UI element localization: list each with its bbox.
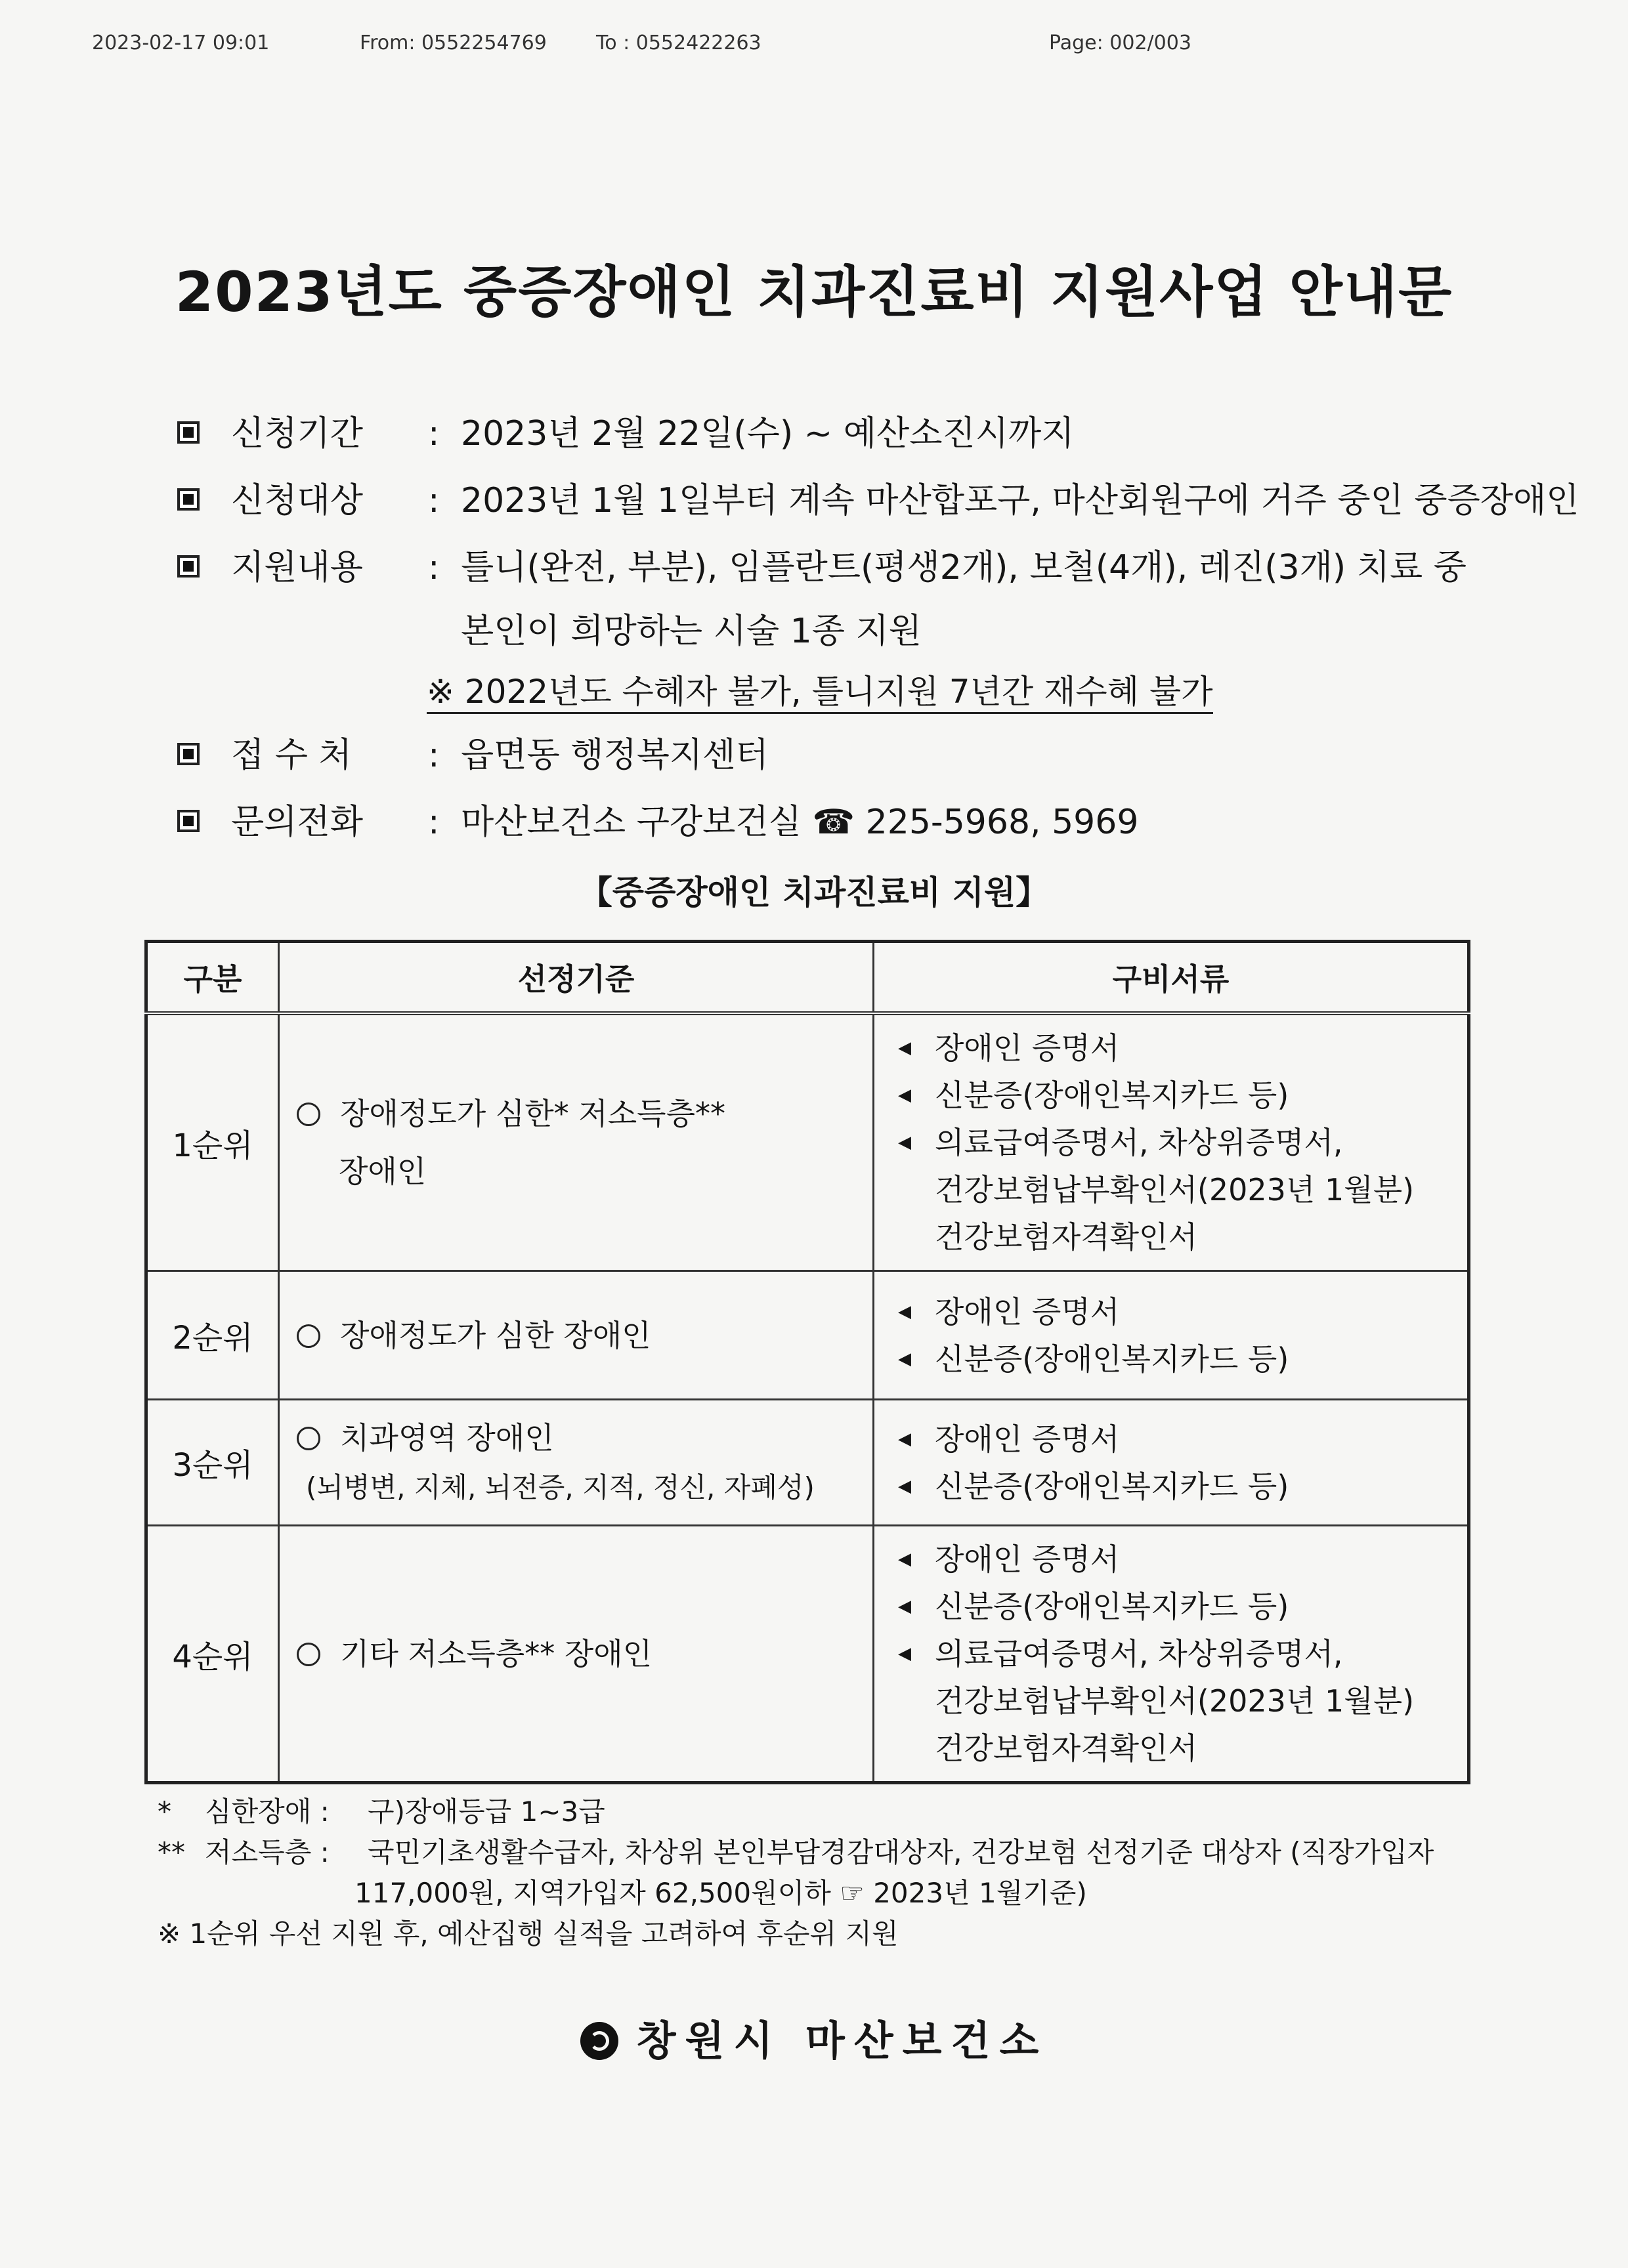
footnote-mark: * (158, 1796, 171, 1828)
doc-item-continuation: 건강보험자격확인서 (935, 1219, 1197, 1255)
doc-item (894, 1119, 1467, 1166)
rank-cell: 4순위 (146, 1526, 279, 1783)
info-label: 문의전화 (231, 803, 363, 842)
docs-cell (874, 1400, 1469, 1526)
doc-text: 신분증(장애인복지카드 등) (935, 1589, 1289, 1624)
rank-cell: 2순위 (146, 1271, 279, 1400)
left-triangle-icon: ◀ (898, 1038, 911, 1058)
criteria-line (297, 1307, 872, 1364)
info-separator: : (428, 736, 440, 775)
rank-cell: 3순위 (146, 1400, 279, 1526)
left-triangle-icon: ◀ (898, 1349, 911, 1369)
info-value: 2023년 1월 1일부터 계속 마산합포구, 마산회원구에 거주 중인 중증장애인 (461, 481, 1579, 520)
footnotes (158, 1792, 1484, 1954)
table-title: 【중증장애인 치과진료비 지원】 (579, 873, 1049, 912)
docs-cell (874, 1526, 1469, 1783)
criteria-cell (279, 1013, 874, 1271)
fax-datetime: 2023-02-17 09:01 (92, 32, 270, 54)
fax-from: From: 0552254769 (360, 32, 547, 54)
footnote-label: 저소득층 : (205, 1836, 330, 1868)
table-row (146, 1526, 1469, 1783)
info-item-reception (177, 722, 1490, 789)
document-title: 2023년도 중증장애인 치과진료비 지원사업 안내문 (175, 260, 1453, 324)
left-triangle-icon: ◀ (898, 1085, 911, 1105)
info-item-content (177, 534, 1490, 601)
info-label: 접 수 처 (231, 736, 352, 775)
doc-text: 의료급여증명서, 차상위증명서, (935, 1125, 1343, 1160)
info-label: 신청기간 (231, 414, 363, 453)
footnote-low-income (158, 1832, 1484, 1873)
info-value: 읍면동 행정복지센터 (461, 736, 769, 775)
info-value: 2023년 2월 22일(수) ~ 예산소진시까지 (461, 414, 1075, 453)
footnote-text: 국민기초생활수급자, 차상위 본인부담경감대상자, 건강보험 선정기준 대상자 (직장가입자 (368, 1836, 1434, 1868)
doc-item (894, 1583, 1467, 1630)
issuer-name: 창원시 마산보건소 (636, 2017, 1048, 2065)
doc-text: 신분증(장애인복지카드 등) (935, 1468, 1289, 1504)
filled-square-icon (177, 488, 200, 511)
header-rank: 구분 (146, 942, 279, 1014)
filled-square-icon (177, 810, 200, 832)
footnote-mark: ** (158, 1836, 185, 1868)
footnote-severe (158, 1792, 1484, 1832)
criteria-text: 치과영역 장애인 (340, 1419, 554, 1456)
info-value: 마산보건소 구강보건실 ☎ 225-5968, 5969 (461, 803, 1139, 842)
header-criteria: 선정기준 (279, 942, 874, 1014)
header-docs: 구비서류 (874, 942, 1469, 1014)
doc-text: 장애인 증명서 (935, 1293, 1120, 1330)
left-triangle-icon: ◀ (898, 1301, 911, 1322)
doc-text: 의료급여증명서, 차상위증명서, (935, 1636, 1343, 1671)
doc-item (894, 1463, 1467, 1510)
footnote-text: 구)장애등급 1~3급 (368, 1796, 605, 1828)
criteria-line (297, 1625, 872, 1683)
fax-page: Page: 002/003 (1049, 32, 1191, 54)
circle-icon (297, 1324, 320, 1348)
left-triangle-icon: ◀ (898, 1644, 911, 1664)
criteria-table (144, 940, 1470, 1784)
doc-text: 신분증(장애인복지카드 등) (935, 1341, 1289, 1377)
circle-icon (297, 1102, 320, 1126)
info-separator: : (428, 548, 440, 587)
doc-text: 장애인 증명서 (935, 1542, 1120, 1577)
doc-item (894, 1072, 1467, 1119)
criteria-continuation: 장애인 (339, 1154, 427, 1189)
footnote-priority (158, 1914, 1484, 1954)
info-item-phone (177, 789, 1490, 856)
doc-text: 장애인 증명서 (935, 1030, 1120, 1066)
info-separator: : (428, 414, 440, 453)
criteria-cell (279, 1400, 874, 1526)
footnote-continuation: 117,000원, 지역가입자 62,500원이하 ☞ 2023년 1월기준) (354, 1877, 1087, 1909)
footnote-text: ※ 1순위 우선 지원 후, 예산집행 실적을 고려하여 후순위 지원 (158, 1918, 899, 1950)
left-triangle-icon: ◀ (898, 1549, 911, 1569)
doc-item-continuation: 건강보험납부확인서(2023년 1월분) (935, 1172, 1415, 1208)
info-separator: : (428, 481, 440, 520)
info-label: 신청대상 (231, 481, 363, 520)
doc-item (894, 1630, 1467, 1677)
criteria-cell (279, 1526, 874, 1783)
left-triangle-icon: ◀ (898, 1133, 911, 1152)
doc-item (894, 1335, 1467, 1383)
doc-item (894, 1536, 1467, 1583)
docs-cell (874, 1271, 1469, 1400)
info-value-continuation: 본인이 희망하는 시술 1종 지원 (461, 612, 922, 651)
info-note (177, 662, 1490, 722)
rank-cell: 1순위 (146, 1013, 279, 1271)
table-row (146, 1013, 1469, 1271)
circle-icon (297, 1643, 320, 1666)
left-triangle-icon: ◀ (898, 1476, 911, 1496)
doc-text: 신분증(장애인복지카드 등) (935, 1078, 1289, 1113)
info-label: 지원내용 (231, 548, 363, 587)
info-list (177, 400, 1579, 856)
info-note-text: ※ 2022년도 수혜자 불가, 틀니지원 7년간 재수혜 불가 (427, 673, 1213, 714)
criteria-text: 장애정도가 심한 장애인 (340, 1317, 651, 1353)
fax-to: To : 0552422263 (596, 32, 761, 54)
criteria-text: 장애정도가 심한* 저소득층** (340, 1096, 726, 1131)
criteria-line (297, 1413, 872, 1463)
doc-item (894, 1416, 1467, 1463)
table-header-row (146, 942, 1469, 1014)
docs-cell (874, 1013, 1469, 1271)
doc-item-continuation: 건강보험납부확인서(2023년 1월분) (935, 1683, 1415, 1719)
info-item-period (177, 400, 1490, 467)
info-value: 틀니(완전, 부분), 임플란트(평생2개), 보철(4개), 레진(3개) 치료 중 (461, 548, 1467, 587)
doc-item (894, 1024, 1467, 1072)
doc-item-continuation: 건강보험자격확인서 (935, 1731, 1197, 1766)
left-triangle-icon: ◀ (898, 1429, 911, 1449)
doc-text: 장애인 증명서 (935, 1421, 1120, 1457)
criteria-text: 기타 저소득층** 장애인 (340, 1636, 653, 1671)
doc-item (894, 1288, 1467, 1335)
table-row (146, 1400, 1469, 1526)
footnote-label: 심한장애 : (205, 1796, 330, 1828)
left-triangle-icon: ◀ (898, 1597, 911, 1616)
criteria-line (297, 1085, 872, 1143)
filled-square-icon (177, 743, 200, 765)
filled-square-icon (177, 421, 200, 444)
filled-square-icon (177, 555, 200, 578)
city-logo-icon (580, 2022, 618, 2060)
info-item-target (177, 467, 1579, 534)
issuer-signature (0, 2008, 1628, 2067)
table-row (146, 1271, 1469, 1400)
circle-icon (297, 1427, 320, 1450)
criteria-cell (279, 1271, 874, 1400)
info-separator: : (428, 803, 440, 842)
criteria-continuation: (뇌병변, 지체, 뇌전증, 지적, 정신, 자폐성) (306, 1471, 815, 1503)
